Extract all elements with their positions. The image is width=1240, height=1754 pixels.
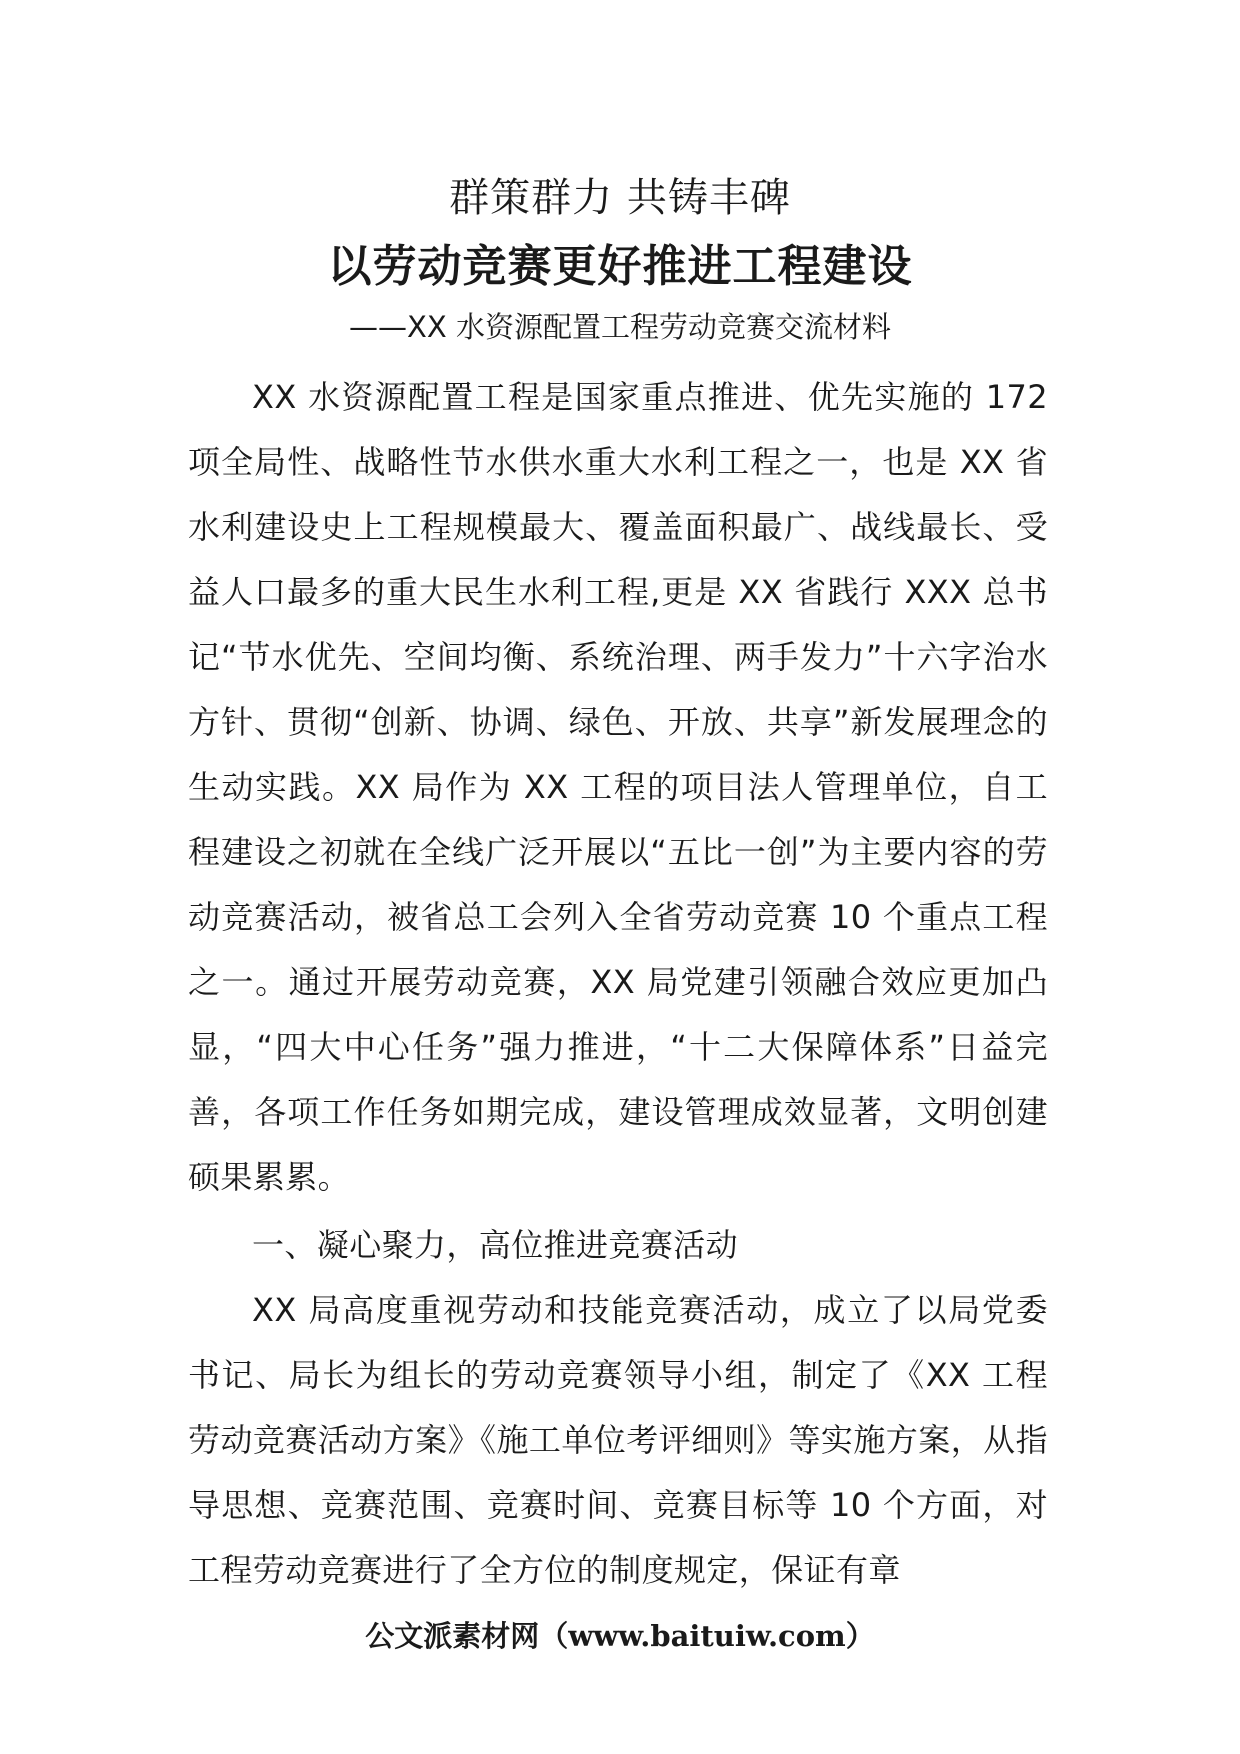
document-subtitle: ——XX 水资源配置工程劳动竞赛交流材料 (349, 310, 891, 344)
paragraph-intro: XX 水资源配置工程是国家重点推进、优先实施的 172 项全局性、战略性节水供水重大水利工程之一，也是 XX 省水利建设史上工程规模最大、覆盖面积最广、战线最长、受益人口最多的重大民生水利工程,更是 XX 省践行 XXX 总书记“节水优先、空间均衡、系统治理、两手发力”十六字治水方针、贯彻“创新、协调、绿色、开放、共享”新发展理念的生动实践。XX 局作为 XX 工程的项目法人管理单位，自工程建设之初就在全线广泛开展以“五比一创”为主要内容的劳动竞赛活动，被省总工会列入全省劳动竞赛 10 个重点工程之一。通过开展劳动竞赛，XX 局党建引领融合效应更加凸显，“四大中心任务”强力推进，“十二大保障体系”日益完善，各项工作任务如期完成，建设管理成效显著，文明创建硕果累累。 (188, 378, 1048, 1196)
document-title-line1: 群策群力 共铸丰碑 (449, 175, 791, 221)
footer-watermark: 公文派素材网（www.baituiw.com） (365, 1619, 875, 1653)
section-heading-1: 一、凝心聚力，高位推进竞赛活动 (252, 1226, 739, 1264)
paragraph-section1: XX 局高度重视劳动和技能竞赛活动，成立了以局党委书记、局长为组长的劳动竞赛领导小组，制定了《XX 工程劳动竞赛活动方案》《施工单位考评细则》等实施方案，从指导思想、竞赛范围、竞赛时间、竞赛目标等 10 个方面，对工程劳动竞赛进行了全方位的制度规定，保证有章 (188, 1291, 1048, 1589)
document-body (188, 365, 1048, 1603)
document-title-line2: 以劳动竞赛更好推进工程建设 (327, 241, 913, 292)
